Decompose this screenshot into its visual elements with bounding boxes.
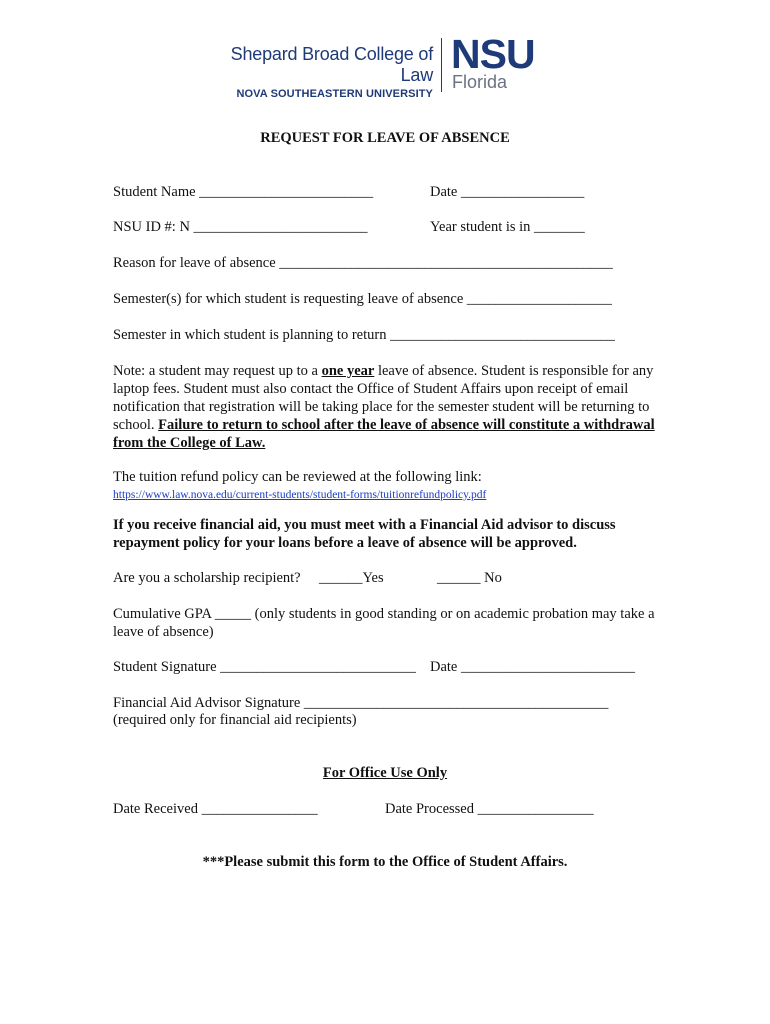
refund-policy-link[interactable]: https://www.law.nova.edu/current-students/student-forms/tuitionrefundpolicy.pdf xyxy=(113,489,487,501)
nsu-id-field[interactable]: NSU ID #: N ________________________ xyxy=(113,219,368,235)
date-field[interactable]: Date _________________ xyxy=(430,184,585,200)
note-middle: leave of absence. Student is responsible for any laptop fees. Student must also contact the Office of Student Affairs upon receipt of email notification that registration will be taking place for the semester student will be returning to school. xyxy=(113,363,654,433)
refund-text: The tuition refund policy can be reviewed at the following link: xyxy=(113,469,482,485)
college-logo-text xyxy=(221,44,433,100)
note-emphasis: one year xyxy=(321,363,375,379)
florida-logo-text: Florida xyxy=(452,72,508,92)
submit-instruction: ***Please submit this form to the Office of Student Affairs. xyxy=(202,854,568,870)
office-use-heading: For Office Use Only xyxy=(322,765,448,781)
financial-aid-notice: If you receive financial aid, you must meet with a Financial Aid advisor to discuss repayment policy for your loans before a leave of absence will be approved. xyxy=(113,517,616,551)
scholarship-yes[interactable]: ______Yes xyxy=(319,570,384,586)
note-warning: Failure to return to school after the leave of absence will constitute a withdrawal from the College of Law. xyxy=(113,417,655,451)
reason-field[interactable]: Reason for leave of absence ______________________________________________ xyxy=(113,255,613,271)
date-processed-field[interactable]: Date Processed ________________ xyxy=(385,801,594,817)
scholarship-question: Are you a scholarship recipient? xyxy=(113,570,301,586)
student-signature-field[interactable]: Student Signature ___________________________ xyxy=(113,659,416,675)
note-prefix: Note: a student may request up to a xyxy=(113,363,322,379)
advisor-signature-field[interactable]: Financial Aid Advisor Signature __________________________________________ xyxy=(113,695,609,711)
note-paragraph xyxy=(113,362,658,452)
form-title: REQUEST FOR LEAVE OF ABSENCE xyxy=(260,130,510,146)
semesters-field[interactable]: Semester(s) for which student is requesting leave of absence ____________________ xyxy=(113,291,612,307)
logo-divider xyxy=(441,38,442,92)
student-name-field[interactable]: Student Name ________________________ xyxy=(113,184,374,200)
advisor-signature-note: (required only for financial aid recipients) xyxy=(113,712,357,728)
college-name: Shepard Broad College of Law xyxy=(230,44,433,85)
university-name: NOVA SOUTHEASTERN UNIVERSITY xyxy=(236,88,433,100)
semester-return-field[interactable]: Semester in which student is planning to return _______________________________ xyxy=(113,327,615,343)
year-student-field[interactable]: Year student is in _______ xyxy=(430,219,585,235)
scholarship-no[interactable]: ______ No xyxy=(437,570,502,586)
date-received-field[interactable]: Date Received ________________ xyxy=(113,801,318,817)
gpa-field[interactable]: Cumulative GPA _____ (only students in good standing or on academic probation may take a leave of absence) xyxy=(113,606,655,640)
student-signature-date[interactable]: Date ________________________ xyxy=(430,659,635,675)
nsu-logo: NSU xyxy=(451,31,535,77)
